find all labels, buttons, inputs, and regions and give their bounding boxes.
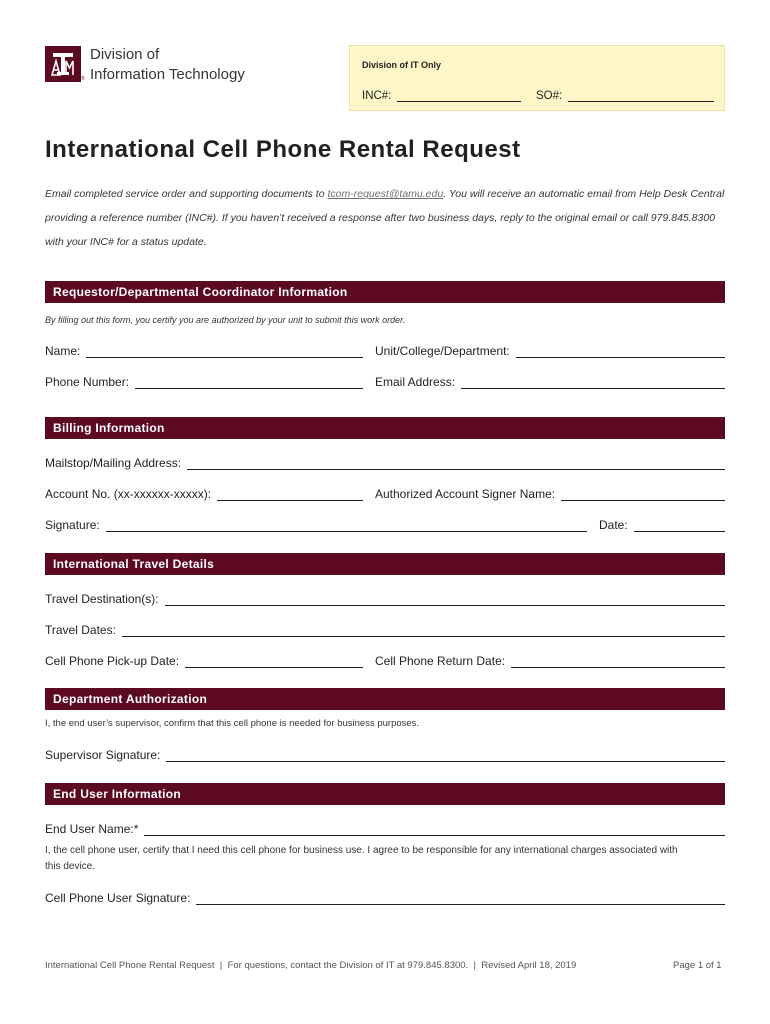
end-user-name-input-line[interactable] (144, 823, 725, 836)
unit-field[interactable] (375, 342, 725, 358)
billing-date-label: Date: (599, 518, 628, 532)
billing-signature-input-line[interactable] (106, 519, 587, 532)
user-signature-label: Cell Phone User Signature: (45, 891, 191, 905)
section-authorization-header: Department Authorization (45, 688, 725, 710)
section-travel-header: International Travel Details (45, 553, 725, 575)
page-number: Page 1 of 1 (673, 960, 722, 971)
it-only-box (349, 45, 725, 111)
tamu-logo (45, 46, 81, 82)
email-input-line[interactable] (461, 376, 725, 389)
phone-field[interactable] (45, 373, 363, 389)
inc-field[interactable] (362, 89, 521, 102)
name-input-line[interactable] (86, 345, 363, 358)
section-billing-header: Billing Information (45, 417, 725, 439)
return-date-input-line[interactable] (511, 655, 725, 668)
end-user-name-field[interactable] (45, 820, 725, 836)
unit-label: Unit/College/Department: (375, 344, 510, 358)
account-field[interactable] (45, 485, 363, 501)
return-date-field[interactable] (375, 652, 725, 668)
section-end-user-header: End User Information (45, 783, 725, 805)
inc-input-line[interactable] (397, 89, 521, 102)
authorization-note: I, the end user’s supervisor, confirm that this cell phone is needed for business purposes. (45, 718, 420, 729)
supervisor-signature-field[interactable] (45, 746, 725, 762)
user-signature-input-line[interactable] (196, 892, 725, 905)
pickup-date-label: Cell Phone Pick-up Date: (45, 654, 180, 668)
travel-dates-field[interactable] (45, 621, 725, 637)
org-name-line2: Information Technology (90, 66, 245, 83)
signer-input-line[interactable] (561, 488, 725, 501)
it-only-title: Division of IT Only (362, 60, 442, 70)
account-label: Account No. (xx-xxxxxx-xxxxx): (45, 487, 212, 501)
org-name-line1: Division of (90, 46, 160, 63)
signer-label: Authorized Account Signer Name: (375, 487, 556, 501)
pickup-date-field[interactable] (45, 652, 363, 668)
user-signature-field[interactable] (45, 889, 725, 905)
phone-input-line[interactable] (135, 376, 363, 389)
so-field[interactable] (536, 89, 714, 102)
inc-label: INC#: (362, 90, 392, 102)
return-date-label: Cell Phone Return Date: (375, 654, 506, 668)
mailstop-input-line[interactable] (187, 457, 725, 470)
page-title: International Cell Phone Rental Request (45, 136, 521, 163)
requestor-note: By filling out this form, you certify you are authorized by your unit to submit this work order. (45, 315, 406, 325)
name-label: Name: (45, 344, 81, 358)
billing-signature-field[interactable] (45, 516, 587, 532)
unit-input-line[interactable] (516, 345, 725, 358)
billing-date-field[interactable] (599, 516, 725, 532)
atm-logo-icon (50, 51, 76, 77)
phone-label: Phone Number: (45, 375, 130, 389)
footer-text: International Cell Phone Rental Request | For questions, contact the Division of IT at 979.845.8300. | Revised April 18, 2019 (45, 960, 577, 971)
mailstop-label: Mailstop/Mailing Address: (45, 456, 182, 470)
destination-input-line[interactable] (165, 593, 725, 606)
so-label: SO#: (536, 90, 563, 102)
intro-text-1: Email completed service order and supporting documents to (45, 188, 328, 200)
intro-paragraph (45, 182, 735, 254)
name-field[interactable] (45, 342, 363, 358)
email-field[interactable] (375, 373, 725, 389)
supervisor-signature-input-line[interactable] (166, 749, 725, 762)
travel-dates-input-line[interactable] (122, 624, 725, 637)
section-requestor-header: Requestor/Departmental Coordinator Information (45, 281, 725, 303)
destination-label: Travel Destination(s): (45, 592, 159, 606)
registered-mark: ® (81, 76, 85, 82)
signer-field[interactable] (375, 485, 725, 501)
mailstop-field[interactable] (45, 454, 725, 470)
pickup-date-input-line[interactable] (185, 655, 363, 668)
email-label: Email Address: (375, 375, 456, 389)
end-user-name-label: End User Name:* (45, 822, 139, 836)
billing-signature-label: Signature: (45, 518, 100, 532)
account-input-line[interactable] (217, 488, 363, 501)
billing-date-input-line[interactable] (634, 519, 725, 532)
end-user-certification: I, the cell phone user, certify that I need this cell phone for business use. I agree to be responsible for any international charges associated with this device. (45, 845, 678, 872)
destination-field[interactable] (45, 590, 725, 606)
email-link[interactable]: tcom-request@tamu.edu (327, 188, 444, 200)
intro-text-2: . You will receive an automatic email from Help Desk Central providing a reference number (INC#). If you haven’t received a response after two business days, reply to the original email or call 979.845.8300 with your INC# for a status update. (45, 188, 725, 248)
supervisor-signature-label: Supervisor Signature: (45, 748, 161, 762)
travel-dates-label: Travel Dates: (45, 623, 116, 637)
so-input-line[interactable] (568, 89, 714, 102)
